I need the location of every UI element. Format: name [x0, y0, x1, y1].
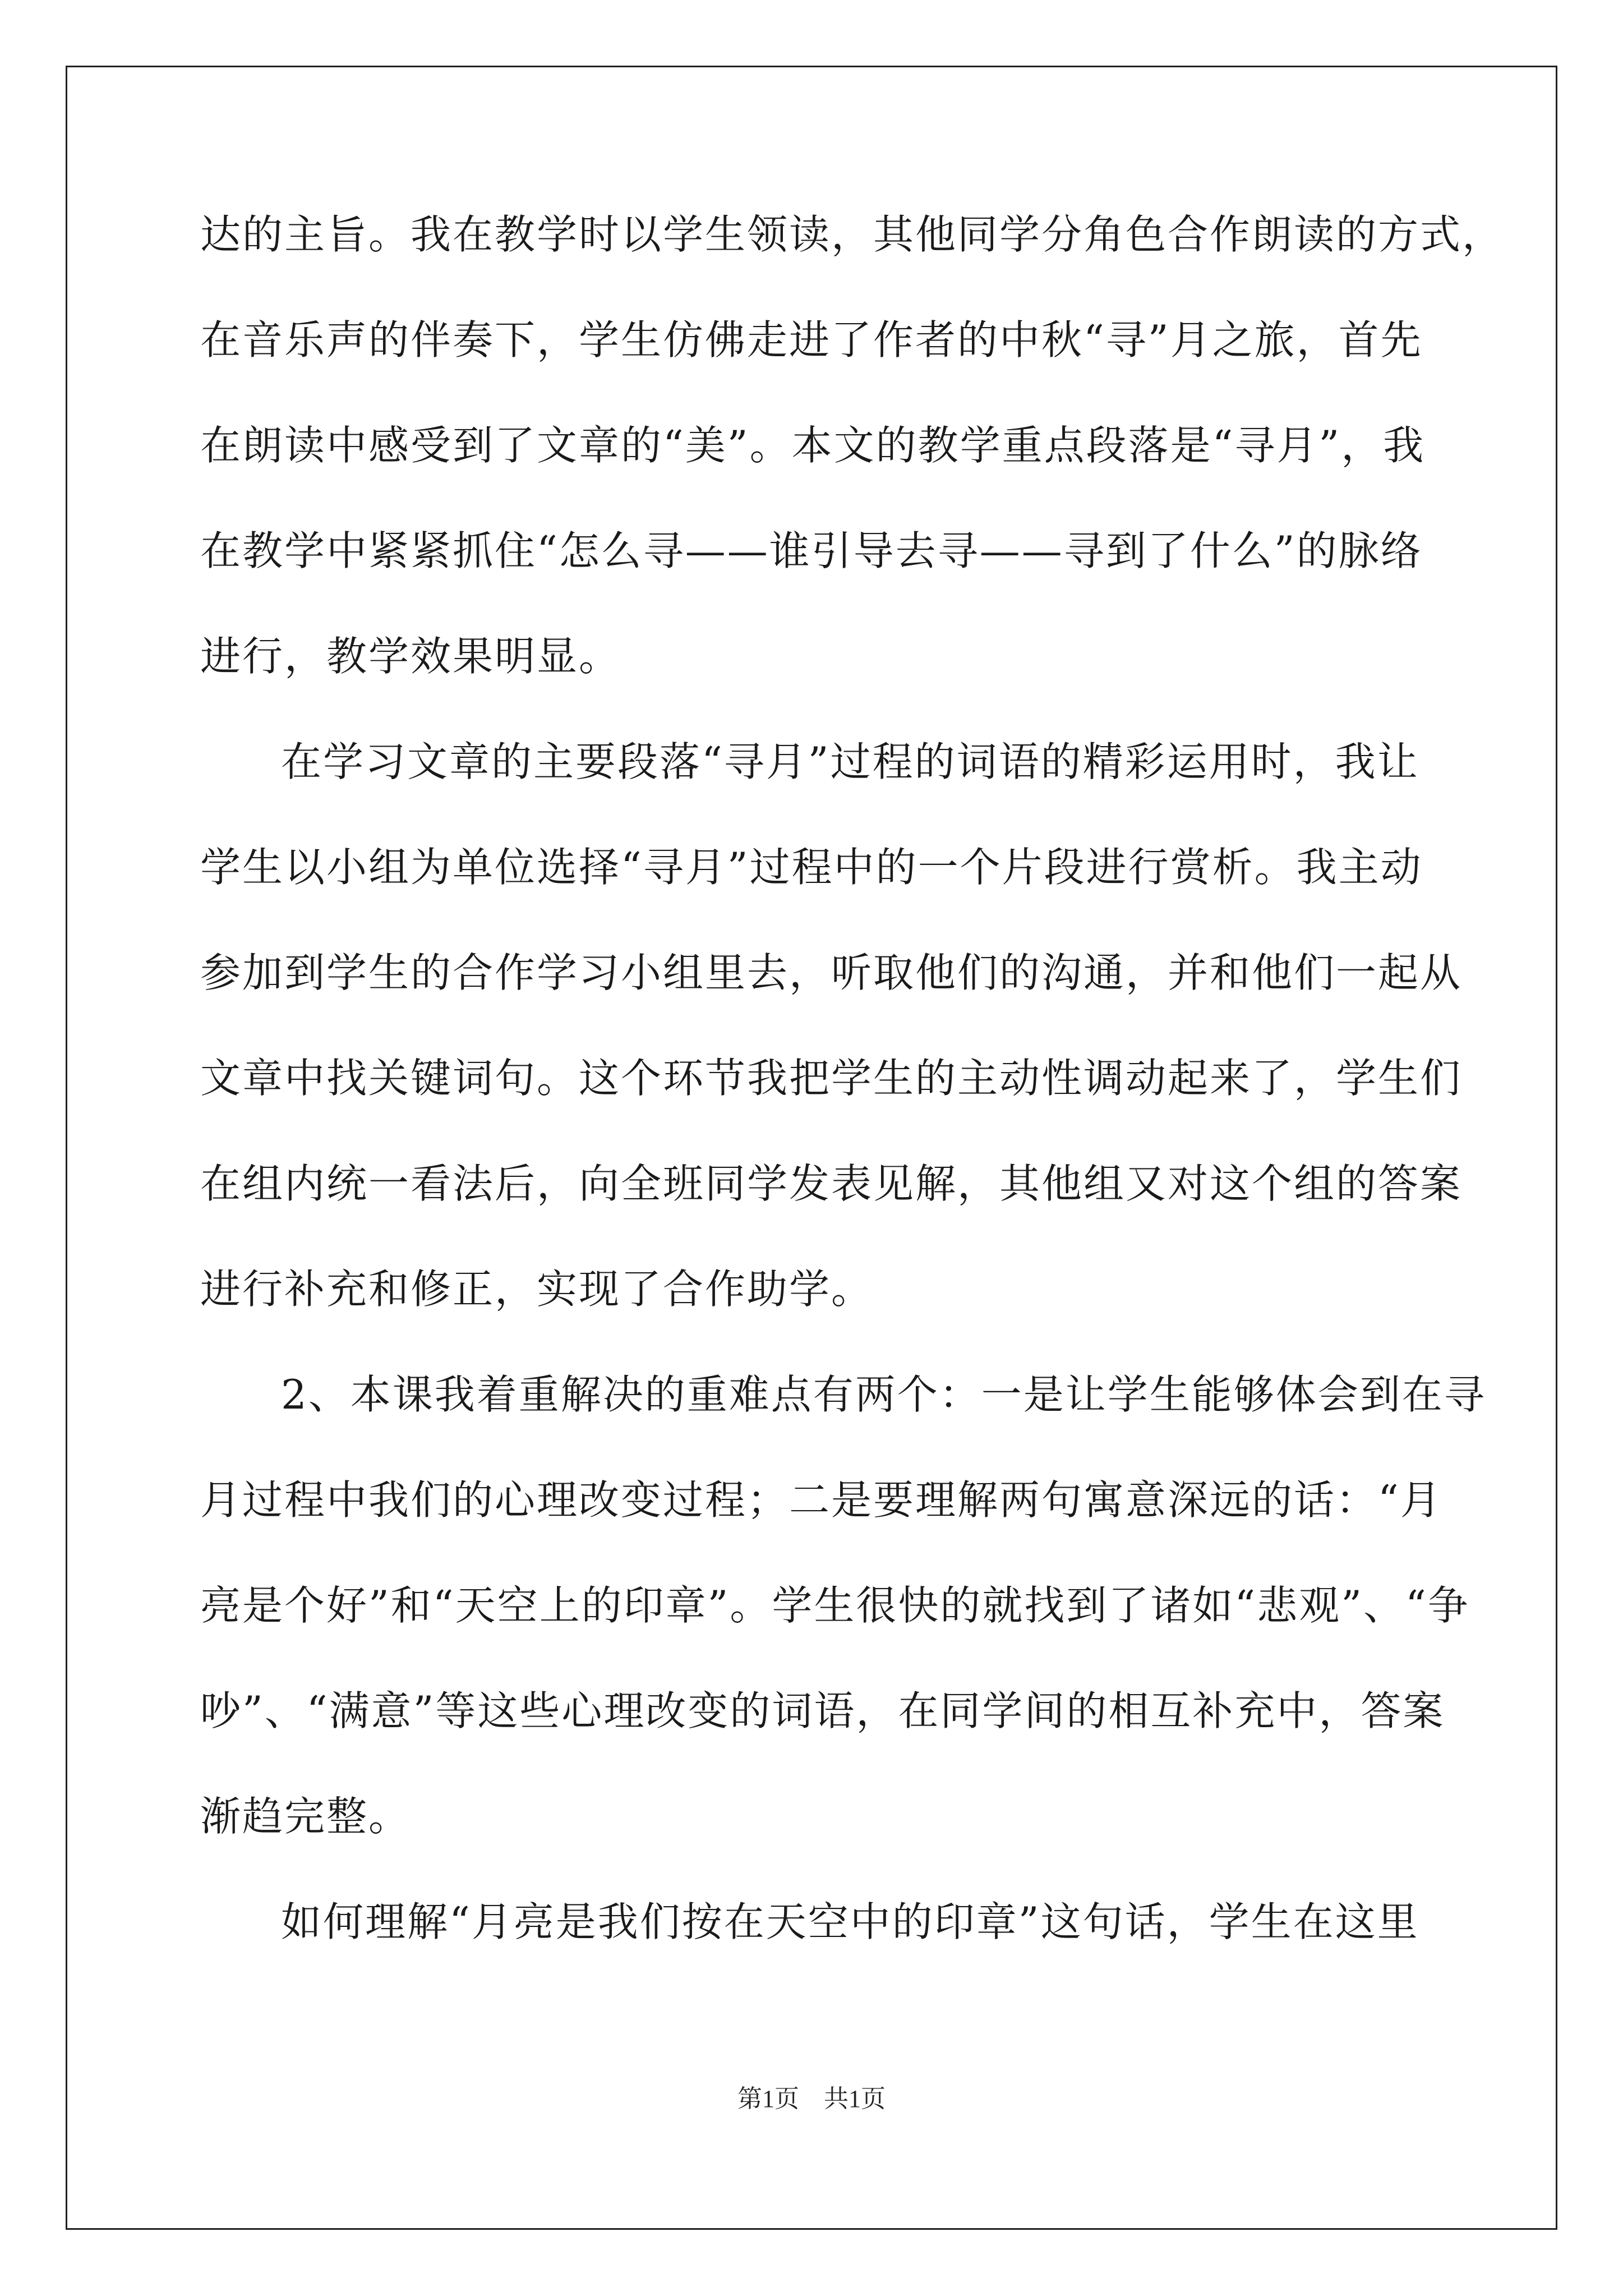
- text-line: 进行，教学效果明显。: [200, 633, 621, 680]
- text-line: 达的主旨。我在教学时以学生领读，其他同学分角色合作朗读的方式，: [200, 211, 1505, 258]
- text-line: 如何理解“月亮是我们按在天空中的印章”这句话，学生在这里: [281, 1898, 1419, 1945]
- text-line: 参加到学生的合作学习小组里去，听取他们的沟通，并和他们一起从: [200, 949, 1463, 996]
- paragraph-1: [200, 206, 1505, 734]
- text-line: 在教学中紧紧抓住“怎么寻——谁引导去寻——寻到了什么”的脉络: [200, 527, 1423, 574]
- text-line: 渐趋完整。: [200, 1793, 411, 1840]
- text-line: 学生以小组为单位选择“寻月”过程中的一个片段进行赏析。我主动: [200, 844, 1423, 891]
- text-line: 亮是个好”和“天空上的印章”。学生很快的就找到了诸如“悲观”、“争: [200, 1582, 1470, 1629]
- text-line: 在学习文章的主要段落“寻月”过程的词语的精彩运用时，我让: [281, 738, 1419, 785]
- paragraph-3: [200, 1366, 1486, 1894]
- text-line: 在组内统一看法后，向全班同学发表见解，其他组又对这个组的答案: [200, 1160, 1463, 1207]
- document-body: [200, 206, 1505, 1999]
- text-line: 2、本课我着重解决的重难点有两个：一是让学生能够体会到在寻: [281, 1371, 1486, 1418]
- text-line: 吵”、“满意”等这些心理改变的词语，在同学间的相互补充中，答案: [200, 1687, 1445, 1734]
- text-line: 进行补充和修正，实现了合作助学。: [200, 1266, 874, 1313]
- text-line: 文章中找关键词句。这个环节我把学生的主动性调动起来了，学生们: [200, 1055, 1463, 1102]
- paragraph-2: [200, 734, 1463, 1366]
- page-number-footer: 第1页 共1页: [737, 2085, 886, 2113]
- text-line: 在朗读中感受到了文章的“美”。本文的教学重点段落是“寻月”，我: [200, 422, 1426, 469]
- text-line: 月过程中我们的心理改变过程；二是要理解两句寓意深远的话：“月: [200, 1476, 1442, 1524]
- paragraph-4: [200, 1894, 1434, 1999]
- text-line: 在音乐声的伴奏下，学生仿佛走进了作者的中秋“寻”月之旅，首先: [200, 316, 1423, 364]
